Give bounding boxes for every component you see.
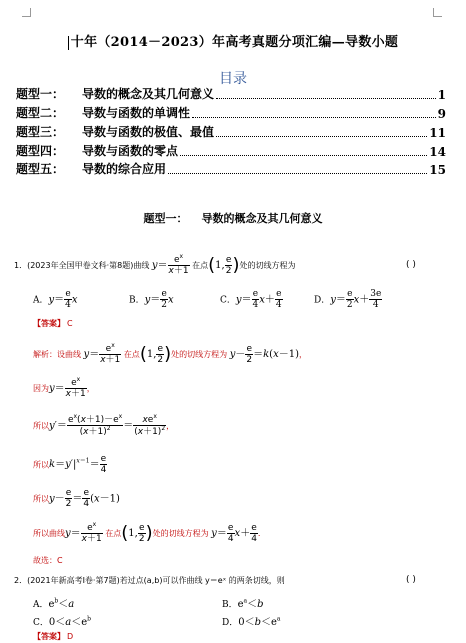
analysis-step-3: 所以y′＝ $\frac{e^x(x+1)-e^x}{(x+1)^2}$ ＝ $\frac{xe^x}{(x+1)^2}$ ， bbox=[33, 413, 175, 438]
question-2-answer-paren: ( ) bbox=[406, 575, 416, 585]
question-2-option-d[interactable]: D．$0<b<e^a$ bbox=[222, 615, 281, 628]
analysis-step-5: 所以y－ $\frac{e}{2}$ ＝ $\frac{e}{4}$ (x－1) bbox=[33, 488, 120, 510]
question-2-stem: 2．(2021年新高考Ⅰ卷·第7题)若过点(a,b)可以作曲线 y＝eˣ 的两条切线，则 bbox=[14, 576, 285, 585]
toc-row-1[interactable]: 题型一： 导数的概念及其几何意义 1 bbox=[16, 87, 446, 102]
corner-mark-top-right bbox=[433, 8, 442, 17]
question-1-stem: 1．(2023年全国甲卷文科·第8题)曲线 y＝ $\frac{e^x}{x+1}$ 在点(1, $\frac{e}{2}$ )处的切线方程为 bbox=[14, 253, 296, 277]
question-1-option-d[interactable]: D．y＝ $\frac{e}{2}$ x＋ $\frac{3e}{4}$ bbox=[314, 289, 382, 311]
question-2-answer: 【答案】 D bbox=[33, 632, 74, 641]
toc-row-4[interactable]: 题型四： 导数与函数的零点 14 bbox=[16, 144, 446, 159]
analysis-step-6: 所以曲线y＝ $\frac{e^x}{x+1}$ 在点(1, $\frac{e}{2}$ )处的切线方程为 y＝ $\frac{e}{4}$ x＋ $\frac{e}{4}$ . bbox=[33, 521, 261, 545]
question-2-option-b[interactable]: B．$e^a<b$ bbox=[222, 597, 264, 610]
analysis-step-4: 所以$k=y'|^{x=1}=$ $\frac{e}{4}$ bbox=[33, 454, 107, 476]
analysis-conclusion: 故选：C bbox=[33, 556, 63, 565]
question-1-answer-paren: ( ) bbox=[406, 260, 416, 270]
question-2-option-c[interactable]: C．$0<a<e^b$ bbox=[33, 615, 91, 628]
toc-row-5[interactable]: 题型五： 导数的综合应用 15 bbox=[16, 162, 446, 177]
toc-row-2[interactable]: 题型二： 导数与函数的单调性 9 bbox=[16, 106, 446, 121]
analysis-step-1: 解析：设曲线 y＝ $\frac{e^x}{x+1}$ 在点(1, $\frac{e}{2}$ )处的切线方程为 y－ $\frac{e}{2}$ ＝k(x－1)， bbox=[33, 342, 307, 366]
document-title: 十年（2014－2023）年高考真题分项汇编—导数小题 bbox=[0, 31, 466, 50]
analysis-step-2: 因为y＝ $\frac{e^x}{x+1}$ ， bbox=[33, 376, 95, 400]
toc-row-3[interactable]: 题型三： 导数与函数的极值、最值 11 bbox=[16, 125, 446, 140]
toc-heading: 目录 bbox=[219, 71, 247, 87]
question-1-option-b[interactable]: B．y＝ $\frac{e}{2}$ x bbox=[129, 289, 174, 311]
corner-mark-top-left bbox=[22, 8, 31, 17]
question-1-answer: 【答案】 C bbox=[33, 319, 73, 328]
question-2-option-a[interactable]: A．$e^b<a$ bbox=[33, 597, 75, 610]
question-1-option-a[interactable]: A．y＝ $\frac{e}{4}$ x bbox=[33, 289, 78, 311]
text-cursor bbox=[68, 36, 69, 50]
section-title: 题型一： 导数的概念及其几何意义 bbox=[143, 212, 323, 225]
question-1-option-c[interactable]: C．y＝ $\frac{e}{4}$ x＋ $\frac{e}{4}$ bbox=[220, 289, 282, 311]
